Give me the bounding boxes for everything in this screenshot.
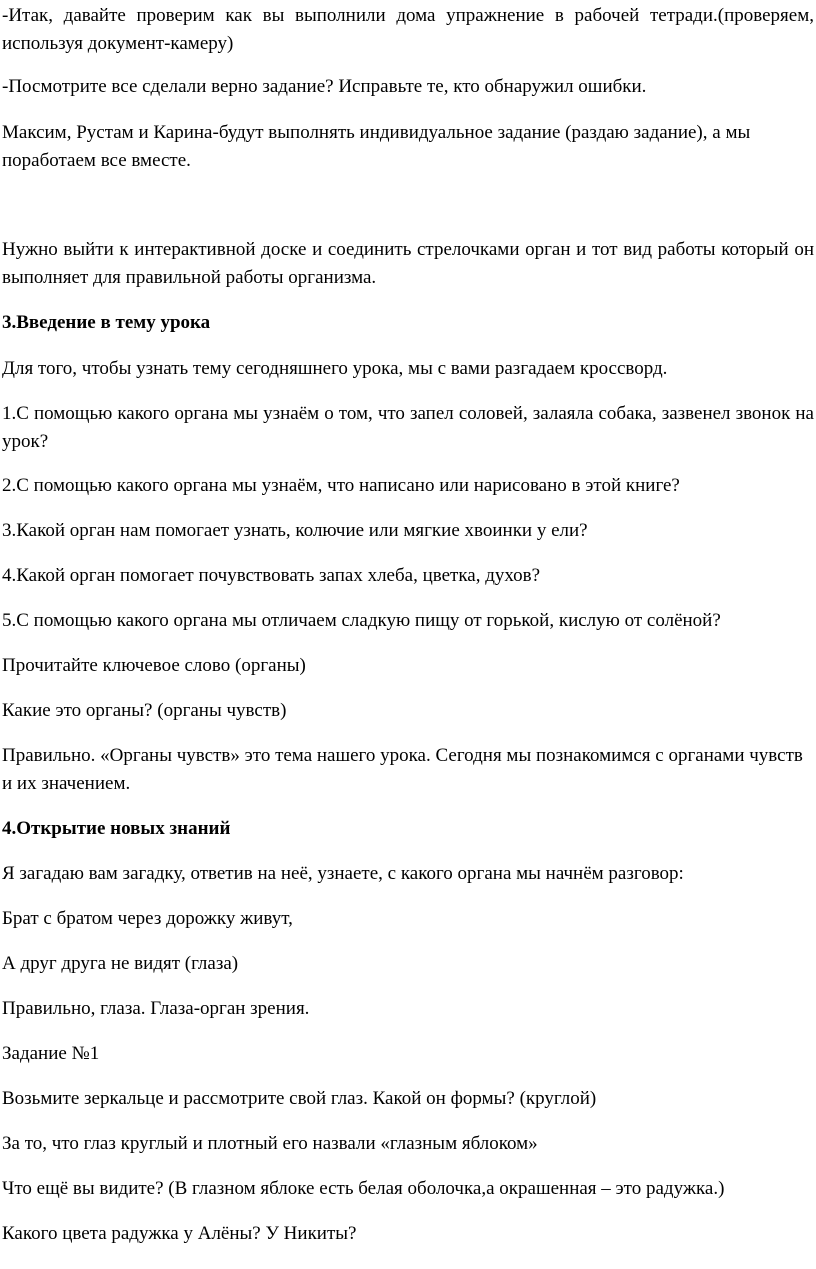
question-4: 4.Какой орган помогает почувствовать запах хлеба, цветка, духов? <box>2 565 541 586</box>
paragraph-individual-task: Максим, Рустам и Карина-будут выполнять индивидуальное задание (раздаю задание), а мы поработаем все вместе. <box>2 122 751 171</box>
paragraph-iris-color: Какого цвета радужка у Алёны? У Никиты? <box>2 1223 357 1244</box>
paragraph-which-organs: Какие это органы? (органы чувств) <box>2 700 287 721</box>
paragraph-keyword: Прочитайте ключевое слово (органы) <box>2 655 306 676</box>
question-2: 2.С помощью какого органа мы узнаём, что написано или нарисовано в этой книге? <box>2 475 680 496</box>
paragraph-check-task: -Посмотрите все сделали верно задание? Исправьте те, кто обнаружил ошибки. <box>2 76 647 97</box>
paragraph-iris: Что ещё вы видите? (В глазном яблоке есть белая оболочка,а окрашенная – это радужка.) <box>2 1178 725 1199</box>
paragraph-mirror-task: Возьмите зеркальце и рассмотрите свой глаз. Какой он формы? (круглой) <box>2 1088 597 1109</box>
riddle-line-1: Брат с братом через дорожку живут, <box>2 908 293 929</box>
paragraph-homework-check: -Итак, давайте проверим как вы выполнили дома упражнение в рабочей тетради.(проверяем, используя документ-камеру) <box>2 5 814 54</box>
paragraph-interactive-board: Нужно выйти к интерактивной доске и соединить стрелочками орган и тот вид работы который он выполняет для правильной работы организма. <box>2 239 814 288</box>
question-3: 3.Какой орган нам помогает узнать, колючие или мягкие хвоинки у ели? <box>2 520 588 541</box>
paragraph-lesson-topic: Правильно. «Органы чувств» это тема нашего урока. Сегодня мы познакомимся с органами чувств и их значением. <box>2 745 803 794</box>
section-heading-introduction: 3.Введение в тему урока <box>2 312 211 333</box>
paragraph-eyeball: За то, что глаз круглый и плотный его назвали «глазным яблоком» <box>2 1133 538 1154</box>
riddle-line-2: А друг друга не видят (глаза) <box>2 953 239 974</box>
task-1-title: Задание №1 <box>2 1043 100 1064</box>
paragraph-eyes-answer: Правильно, глаза. Глаза-орган зрения. <box>2 998 310 1019</box>
question-1: 1.С помощью какого органа мы узнаём о том, что запел соловей, залаяла собака, зазвенел звонок на урок? <box>2 403 814 452</box>
section-heading-new-knowledge: 4.Открытие новых знаний <box>2 818 231 839</box>
paragraph-crossword-intro: Для того, чтобы узнать тему сегодняшнего урока, мы с вами разгадаем кроссворд. <box>2 358 668 379</box>
paragraph-riddle-intro: Я загадаю вам загадку, ответив на неё, узнаете, с какого органа мы начнём разговор: <box>2 863 684 884</box>
question-5: 5.С помощью какого органа мы отличаем сладкую пищу от горькой, кислую от солёной? <box>2 610 721 631</box>
